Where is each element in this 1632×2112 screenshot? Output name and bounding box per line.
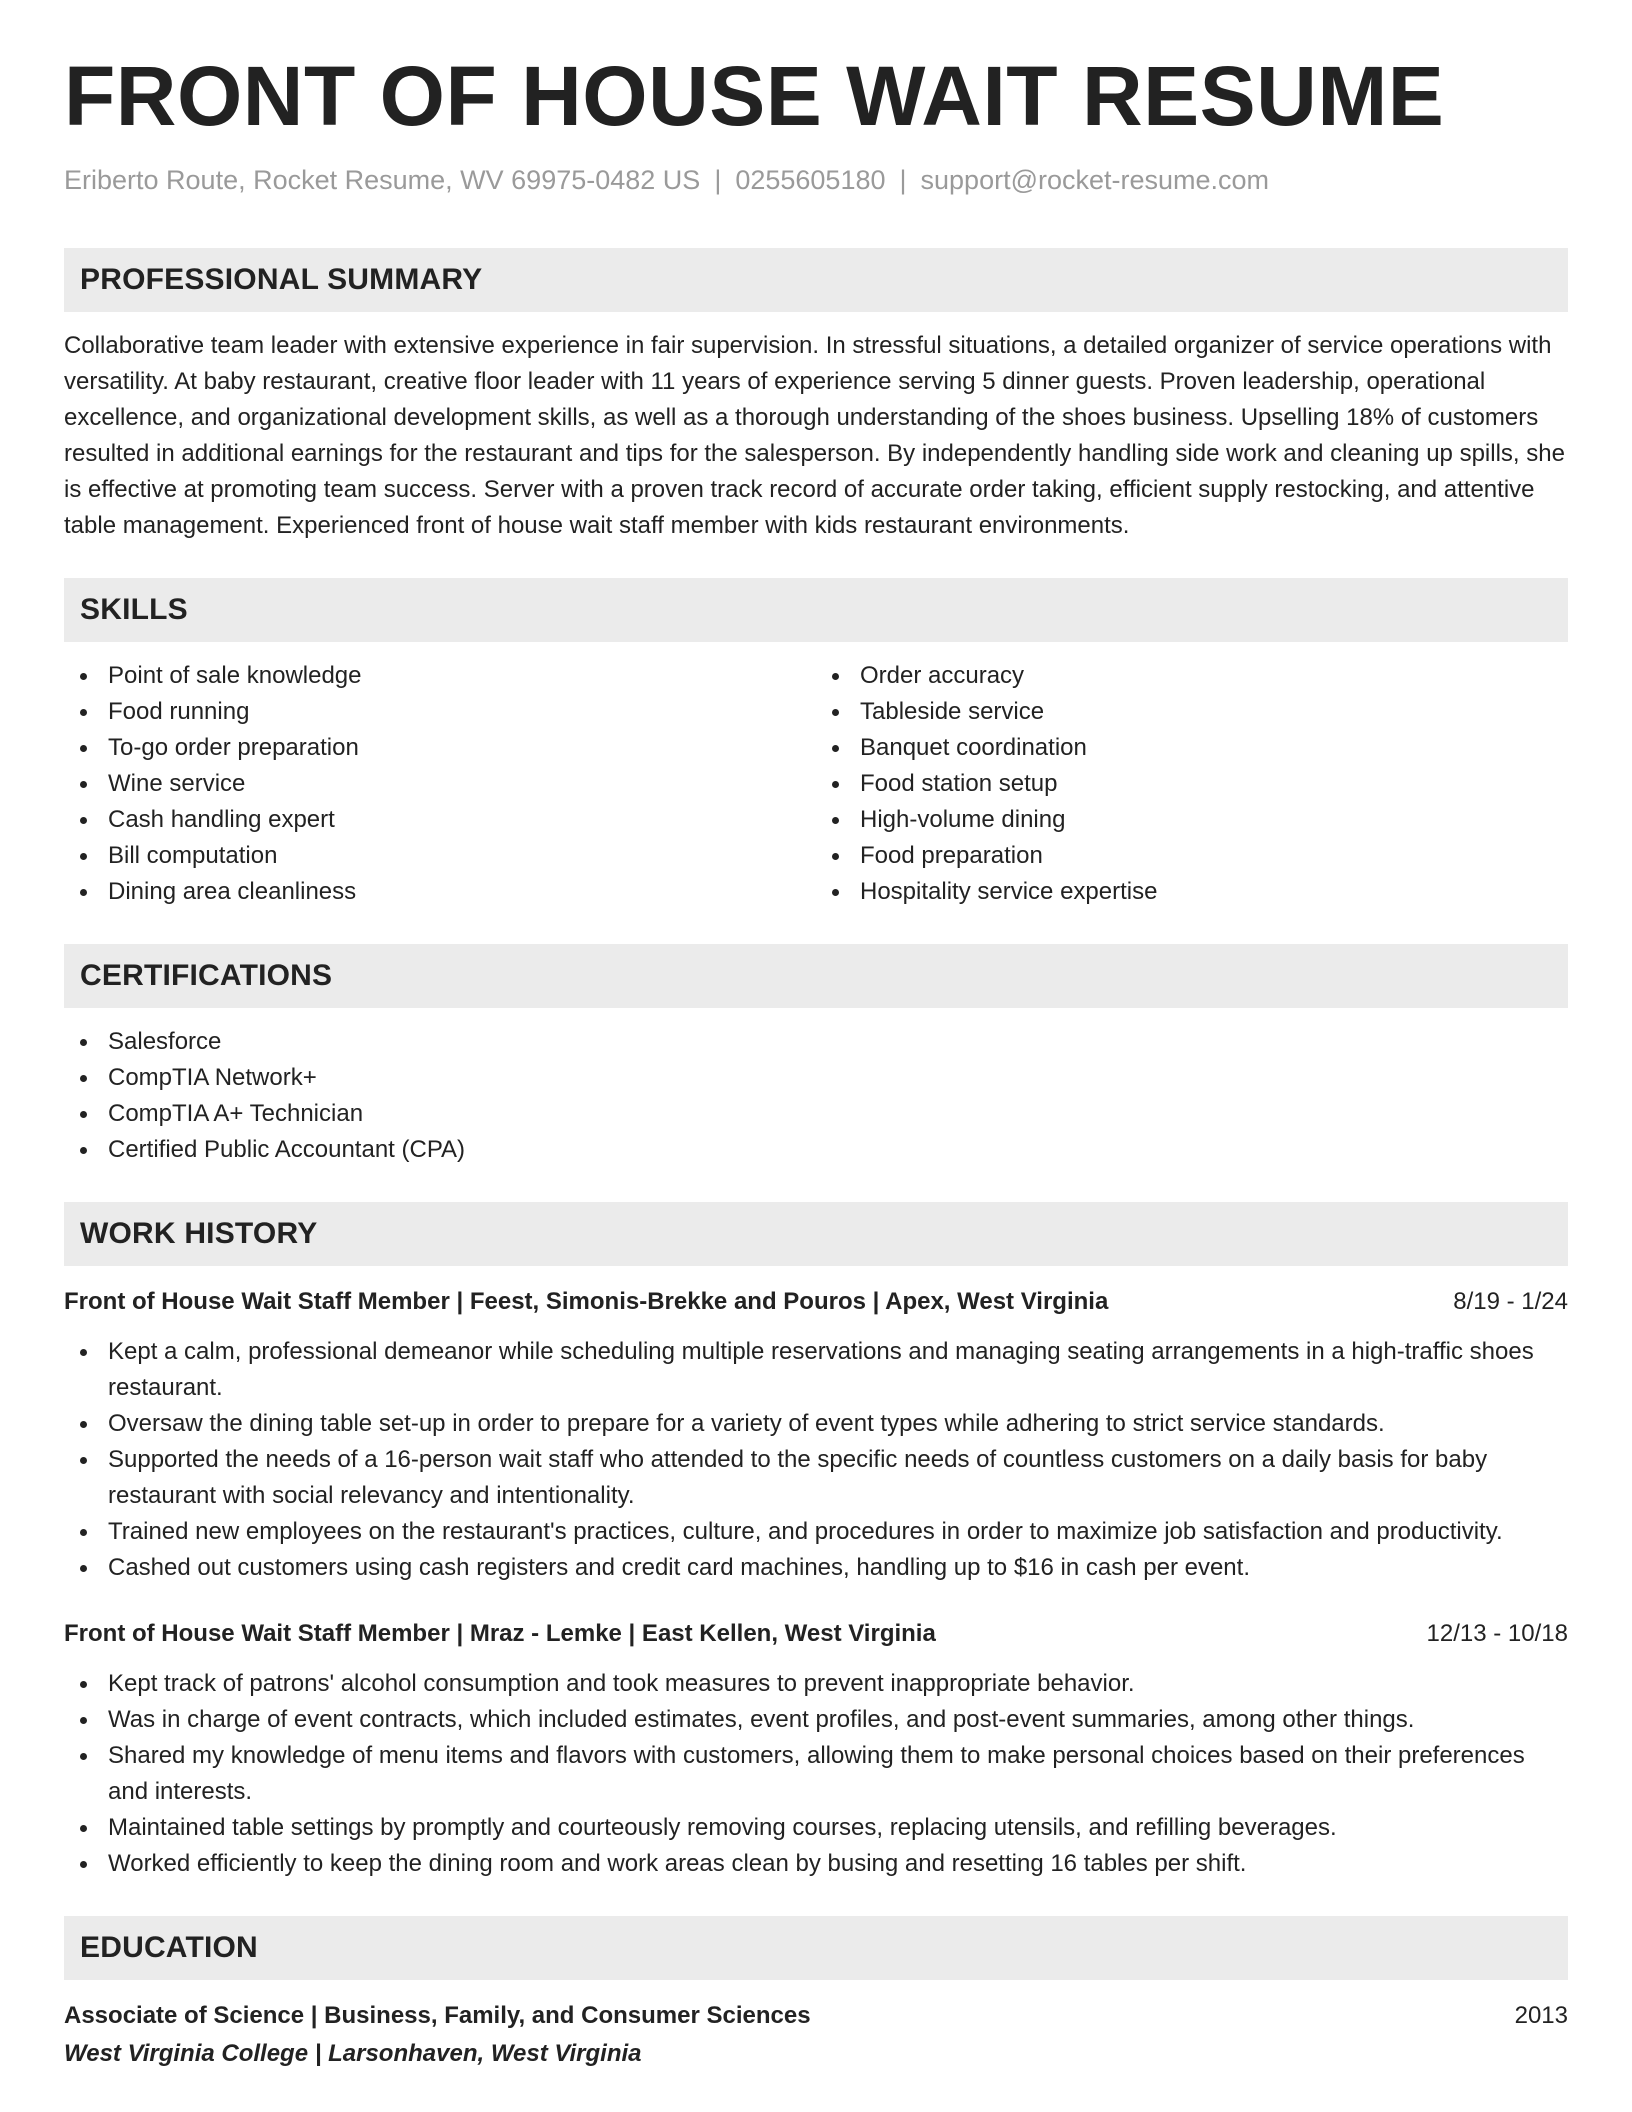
job-bullets	[64, 1666, 1568, 1882]
job-bullet: Kept track of patrons' alcohol consumption and took measures to prevent inappropriate behavior.	[64, 1666, 1568, 1702]
skill-item: Order accuracy	[816, 658, 1568, 694]
job-header	[64, 1616, 1568, 1652]
section-header-certifications: CERTIFICATIONS	[64, 944, 1568, 1008]
job-entry	[64, 1616, 1568, 1882]
job-title: Front of House Wait Staff Member | Feest, Simonis-Brekke and Pouros | Apex, West Virginia	[64, 1287, 1109, 1315]
job-title: Front of House Wait Staff Member | Mraz - Lemke | East Kellen, West Virginia	[64, 1619, 936, 1647]
education-school: West Virginia College | Larsonhaven, West Virginia	[64, 2039, 642, 2067]
job-header	[64, 1284, 1568, 1320]
job-bullets	[64, 1334, 1568, 1586]
summary-text: Collaborative team leader with extensive experience in fair supervision. In stressful situations, a detailed organizer of service operations with versatility. At baby restaurant, creative floor leader with 11 years of experience serving 5 dinner guests. Proven leadership, operational excellence, and organizational development skills, as well as a thorough understanding of the shoes business. Upselling 18% of customers resulted in additional earnings for the restaurant and tips for the salesperson. By independently handling side work and cleaning up spills, she is effective at promoting team success. Server with a proven track record of accurate order taking, efficient supply restocking, and attentive table management. Experienced front of house wait staff member with kids restaurant environments.	[64, 331, 1565, 539]
skill-item: Food station setup	[816, 766, 1568, 802]
skill-item: Food running	[64, 694, 816, 730]
education-year: 2013	[1514, 2001, 1568, 2029]
skill-item: Bill computation	[64, 838, 816, 874]
job-bullet: Trained new employees on the restaurant's practices, culture, and procedures in order to maximize job satisfaction and productivity.	[64, 1514, 1568, 1550]
contact-separator: |	[899, 164, 907, 195]
education-degree: Associate of Science | Business, Family, and Consumer Sciences	[64, 2001, 811, 2029]
job-bullet: Was in charge of event contracts, which included estimates, event profiles, and post-event summaries, among other things.	[64, 1702, 1568, 1738]
certifications-list	[64, 1024, 1568, 1168]
job-dates: 12/13 - 10/18	[1426, 1619, 1568, 1647]
certification-item: Salesforce	[64, 1024, 1568, 1060]
section-header-education: EDUCATION	[64, 1916, 1568, 1980]
job-bullet: Maintained table settings by promptly and courteously removing courses, replacing utensils, and refilling beverages.	[64, 1810, 1568, 1846]
contact-line	[64, 163, 1568, 198]
resume-title: FRONT OF HOUSE WAIT RESUME	[64, 49, 1445, 143]
skill-item: Food preparation	[816, 838, 1568, 874]
contact-address: Eriberto Route, Rocket Resume, WV 69975-0482 US	[64, 164, 701, 195]
section-header-skills: SKILLS	[64, 578, 1568, 642]
contact-email[interactable]: support@rocket-resume.com	[920, 164, 1270, 195]
job-bullet: Supported the needs of a 16-person wait staff who attended to the specific needs of countless customers on a daily basis for baby restaurant with social relevancy and intentionality.	[64, 1442, 1568, 1514]
education-header	[64, 1998, 1568, 2034]
skill-item: To-go order preparation	[64, 730, 816, 766]
skills-list-right	[816, 658, 1568, 910]
skill-item: Wine service	[64, 766, 816, 802]
certification-item: Certified Public Accountant (CPA)	[64, 1132, 1568, 1168]
contact-phone: 0255605180	[735, 164, 886, 195]
job-bullet: Oversaw the dining table set-up in order to prepare for a variety of event types while adhering to strict service standards.	[64, 1406, 1568, 1442]
section-header-work-history: WORK HISTORY	[64, 1202, 1568, 1266]
skill-item: Banquet coordination	[816, 730, 1568, 766]
job-dates: 8/19 - 1/24	[1453, 1287, 1568, 1315]
skill-item: Hospitality service expertise	[816, 874, 1568, 910]
skill-item: Tableside service	[816, 694, 1568, 730]
skills-grid	[64, 642, 1568, 910]
certification-item: CompTIA Network+	[64, 1060, 1568, 1096]
skill-item: High-volume dining	[816, 802, 1568, 838]
certification-item: CompTIA A+ Technician	[64, 1096, 1568, 1132]
job-bullet: Cashed out customers using cash registers and credit card machines, handling up to $16 in cash per event.	[64, 1550, 1568, 1586]
job-bullet: Shared my knowledge of menu items and flavors with customers, allowing them to make personal choices based on their preferences and interests.	[64, 1738, 1568, 1810]
job-bullet: Worked efficiently to keep the dining room and work areas clean by busing and resetting 16 tables per shift.	[64, 1846, 1568, 1882]
skill-item: Point of sale knowledge	[64, 658, 816, 694]
job-entry	[64, 1284, 1568, 1586]
contact-separator: |	[714, 164, 722, 195]
job-bullet: Kept a calm, professional demeanor while scheduling multiple reservations and managing seating arrangements in a high-traffic shoes restaurant.	[64, 1334, 1568, 1406]
skill-item: Dining area cleanliness	[64, 874, 816, 910]
skill-item: Cash handling expert	[64, 802, 816, 838]
skills-list-left	[64, 658, 816, 910]
section-header-summary: PROFESSIONAL SUMMARY	[64, 248, 1568, 312]
